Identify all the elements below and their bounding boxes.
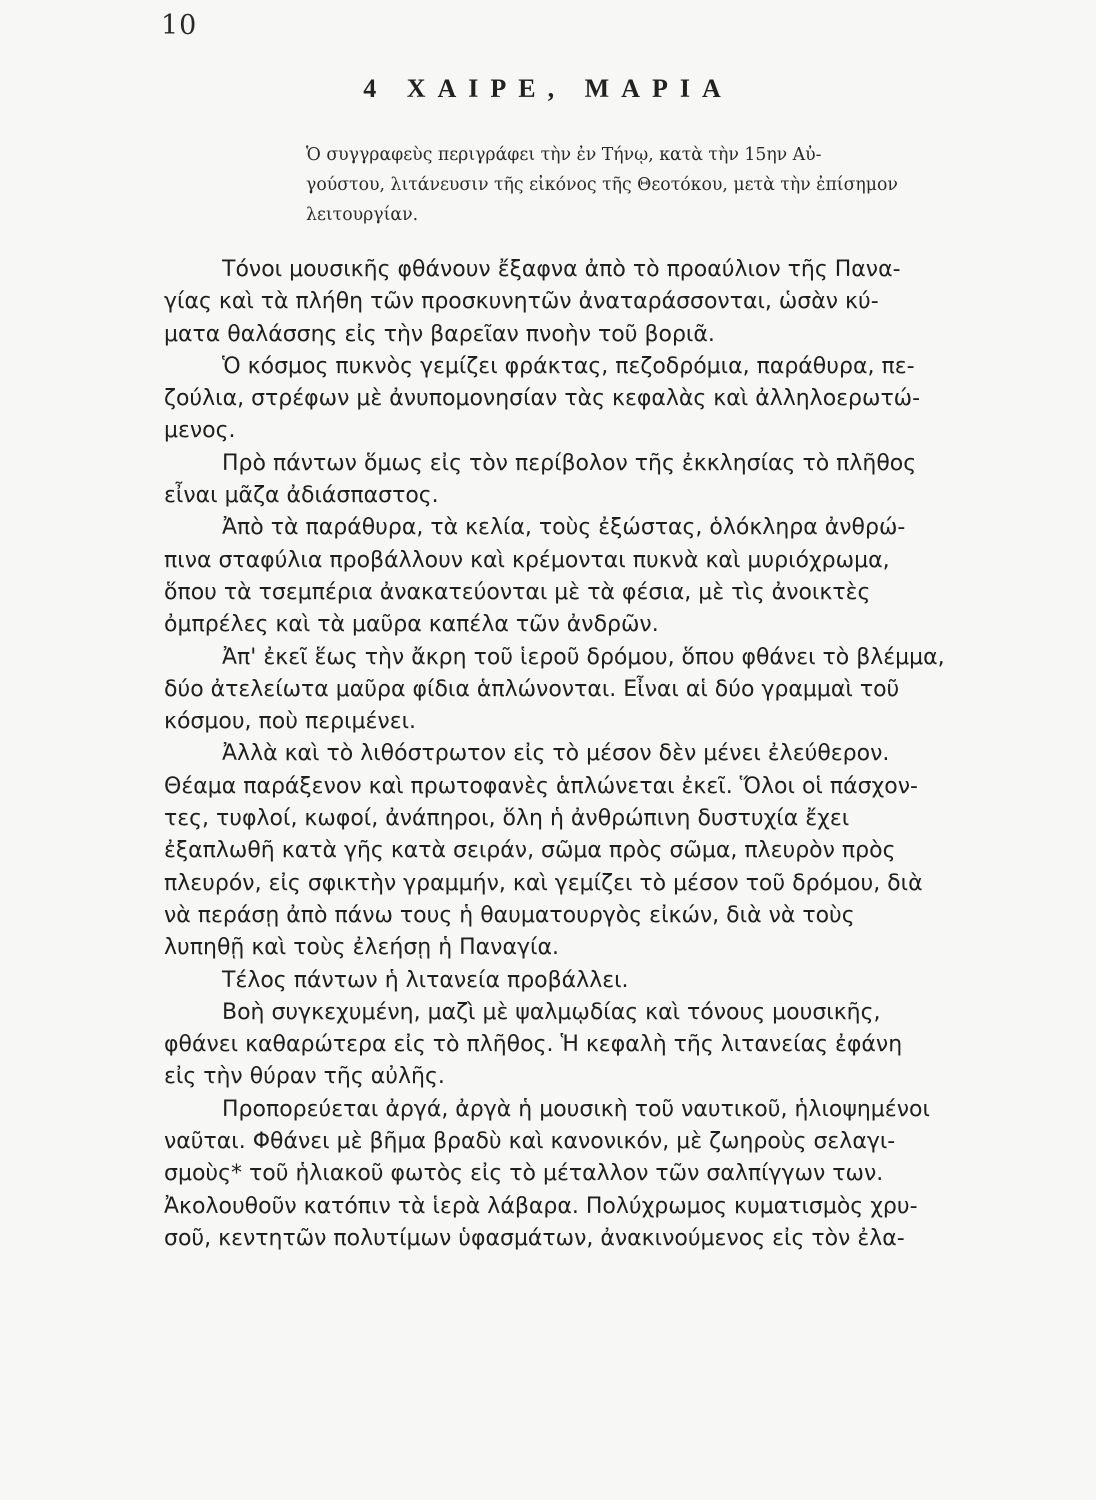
body-line: ὀμπρέλες καὶ τὰ μαῦρα καπέλα τῶν ἀνδρῶν. <box>164 612 659 638</box>
body-line: πινα σταφύλια προβάλλουν καὶ κρέμονται πυκνὰ καὶ μυριόχρωμα, <box>164 547 890 573</box>
body-line: ἐξαπλωθῆ κατὰ γῆς κατὰ σειράν, σῶμα πρὸς σῶμα, πλευρὸν πρὸς <box>164 838 896 864</box>
body-line: Τόνοι μουσικῆς φθάνουν ἔξαφνα ἀπὸ τὸ προαύλιον τῆς Πανα- <box>222 257 901 282</box>
body-line: ὅπου τὰ τσεμπέρια ἀνακατεύονται μὲ τὰ φέσια, μὲ τὶς ἀνοικτὲς <box>164 579 871 605</box>
intro-line: γούστου, λιτάνευσιν τῆς εἰκόνος τῆς Θεοτόκου, μετὰ τὴν ἐπίσημον <box>306 175 898 195</box>
intro-line: Ὁ συγγραφεὺς περιγράφει τὴν ἐν Τήνῳ, κατὰ τὴν 15ην Αὐ- <box>306 145 822 165</box>
body-line: Πρὸ πάντων ὅμως εἰς τὸν περίβολον τῆς ἐκκλησίας τὸ πλῆθος <box>222 450 917 476</box>
body-line: πλευρόν, εἰς σφικτὴν γραμμήν, καὶ γεμίζει τὸ μέσον τοῦ δρόμου, διὰ <box>164 870 923 896</box>
body-line: μενος. <box>164 418 236 444</box>
body-line: Προπορεύεται ἀργά, ἀργὰ ἡ μουσικὴ τοῦ ναυτικοῦ, ἡλιοψημένοι <box>222 1096 930 1122</box>
body-line: εἰς τὴν θύραν τῆς αὐλῆς. <box>164 1064 445 1090</box>
body-line: τες, τυφλοί, κωφοί, ἀνάπηροι, ὅλη ἡ ἀνθρώπινη δυστυχία ἔχει <box>164 806 850 832</box>
body-line: γίας καὶ τὰ πλήθη τῶν προσκυνητῶν ἀναταράσσονται, ὡσὰν κύ- <box>164 289 879 315</box>
page-number: 10 <box>161 10 198 41</box>
chapter-intro <box>306 140 1034 230</box>
body-line: κόσμου, ποὺ περιμένει. <box>164 709 417 735</box>
body-line: λυπηθῇ καὶ τοὺς ἐλεήσῃ ἡ Παναγία. <box>164 935 559 961</box>
body-line: Βοὴ συγκεχυμένη, μαζὶ μὲ ψαλμῳδίας καὶ τόνους μουσικῆς, <box>222 999 881 1025</box>
body-line: δύο ἀτελείωτα μαῦρα φίδια ἁπλώνονται. Εἶναι αἱ δύο γραμμαὶ τοῦ <box>164 676 900 702</box>
body-line: σμοὺς* τοῦ ἡλιακοῦ φωτὸς εἰς τὸ μέταλλον τῶν σαλπίγγων των. <box>164 1161 884 1187</box>
body-line: νὰ περάσῃ ἀπὸ πάνω τους ἡ θαυματουργὸς εἰκών, διὰ νὰ τοὺς <box>164 902 855 928</box>
intro-line: λειτουργίαν. <box>306 205 419 225</box>
body-line: Τέλος πάντων ἡ λιτανεία προβάλλει. <box>222 967 629 993</box>
body-line: φθάνει καθαρώτερα εἰς τὸ πλῆθος. Ἡ κεφαλὴ τῆς λιτανείας ἐφάνη <box>164 1032 903 1058</box>
chapter-title: 4 ΧΑΙΡΕ, ΜΑΡΙΑ <box>363 74 733 103</box>
body-line: ζούλια, στρέφων μὲ ἀνυπομονησίαν τὰς κεφαλὰς καὶ ἀλληλοερωτώ- <box>164 386 921 412</box>
body-line: ναῦται. Φθάνει μὲ βῆμα βραδὺ καὶ κανονικόν, μὲ ζωηροὺς σελαγι- <box>164 1129 896 1155</box>
body-line: σοῦ, κεντητῶν πολυτίμων ὑφασμάτων, ἀνακινούμενος εἰς τὸν ἐλα- <box>164 1225 905 1251</box>
body-line: Ἀπὸ τὰ παράθυρα, τὰ κελία, τοὺς ἐξώστας, ὁλόκληρα ἀνθρώ- <box>222 515 906 541</box>
body-line: Ἀπ' ἐκεῖ ἕως τὴν ἄκρη τοῦ ἱεροῦ δρόμου, ὅπου φθάνει τὸ βλέμμα, <box>222 644 945 670</box>
body-line: εἶναι μᾶζα ἀδιάσπαστος. <box>164 483 439 509</box>
body-line: ματα θαλάσσης εἰς τὴν βαρεῖαν πνοὴν τοῦ βοριᾶ. <box>164 321 715 347</box>
body-line: Ἀκολουθοῦν κατόπιν τὰ ἱερὰ λάβαρα. Πολύχρωμος κυματισμὸς χρυ- <box>164 1193 918 1219</box>
body-line: Ὁ κόσμος πυκνὸς γεμίζει φράκτας, πεζοδρόμια, παράθυρα, πε- <box>222 353 915 379</box>
body-line: Ἀλλὰ καὶ τὸ λιθόστρωτον εἰς τὸ μέσον δὲν μένει ἐλεύθερον. <box>222 741 890 767</box>
chapter-body <box>164 254 1034 1255</box>
body-line: Θέαμα παράξενον καὶ πρωτοφανὲς ἁπλώνεται ἐκεῖ. Ὅλοι οἱ πάσχον- <box>164 773 918 799</box>
